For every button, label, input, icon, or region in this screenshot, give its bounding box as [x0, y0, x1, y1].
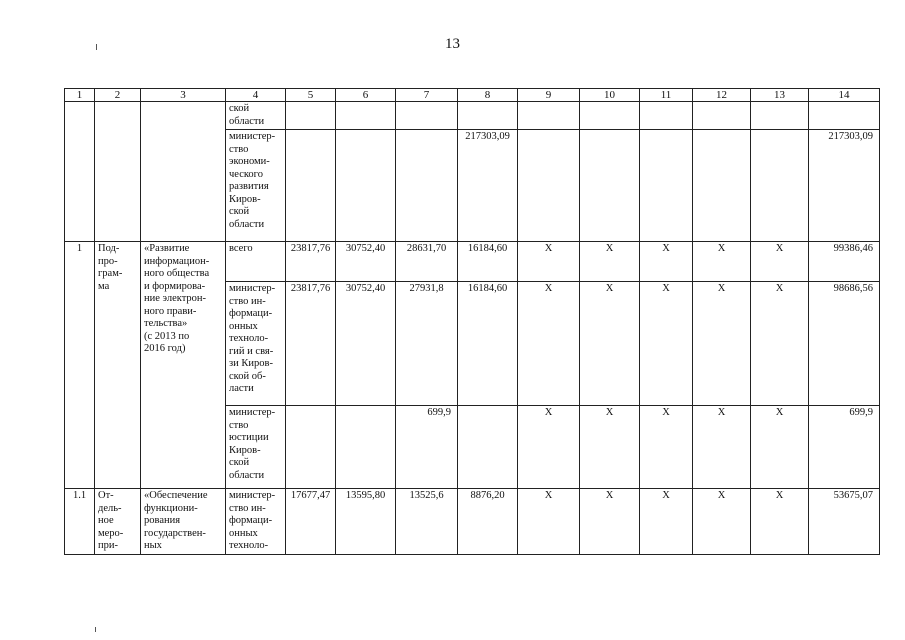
table-cell: [286, 130, 336, 242]
budget-table: [64, 88, 880, 555]
x-mark-cell: X: [580, 489, 640, 555]
table-cell: [95, 102, 141, 242]
table-cell: [693, 102, 751, 130]
table-cell: [396, 102, 458, 130]
x-mark-cell: X: [580, 282, 640, 406]
table-row: [65, 102, 880, 130]
table-cell: [640, 102, 693, 130]
x-mark-cell: X: [580, 406, 640, 489]
table-cell: [396, 130, 458, 242]
total-cell: 699,9: [809, 406, 880, 489]
table-cell: [286, 406, 336, 489]
table-cell: [693, 130, 751, 242]
table-cell: [336, 130, 396, 242]
x-mark-cell: X: [640, 282, 693, 406]
col-header: 10: [580, 89, 640, 102]
table-cell: [518, 130, 580, 242]
item-type-cell: От- дель- ное меро- при-: [95, 489, 141, 555]
x-mark-cell: X: [751, 242, 809, 282]
value-cell: 27931,8: [396, 282, 458, 406]
executor-cell: министер- ство юстиции Киров- ской области: [226, 406, 286, 489]
value-cell: 217303,09: [458, 130, 518, 242]
x-mark-cell: X: [751, 282, 809, 406]
header-row: [65, 89, 880, 102]
value-cell: 16184,60: [458, 282, 518, 406]
value-cell: 23817,76: [286, 282, 336, 406]
item-title-cell: «Обеспечение функциони- рования государствен- ных: [141, 489, 226, 555]
x-mark-cell: X: [693, 406, 751, 489]
value-cell: 17677,47: [286, 489, 336, 555]
value-cell: 16184,60: [458, 242, 518, 282]
executor-cell: министер- ство экономи- ческого развития Киров- ской области: [226, 130, 286, 242]
item-type-cell: Под- про- грам- ма: [95, 242, 141, 489]
x-mark-cell: X: [693, 282, 751, 406]
table-cell: [286, 102, 336, 130]
value-cell: 30752,40: [336, 242, 396, 282]
total-cell: 99386,46: [809, 242, 880, 282]
total-cell: 217303,09: [809, 130, 880, 242]
item-title-cell: «Развитие информацион- ного общества и формирова- ние электрон- ного прави- тельства» (с 2013 по 2016 год): [141, 242, 226, 489]
table-cell: [751, 130, 809, 242]
executor-cell: ской области: [226, 102, 286, 130]
total-cell: 53675,07: [809, 489, 880, 555]
col-header: 14: [809, 89, 880, 102]
x-mark-cell: X: [693, 242, 751, 282]
table-cell: [518, 102, 580, 130]
col-header: 9: [518, 89, 580, 102]
page-number: 13: [445, 36, 460, 52]
table-row: [65, 489, 880, 555]
col-header: 5: [286, 89, 336, 102]
value-cell: 13595,80: [336, 489, 396, 555]
budget-table-wrapper: [64, 88, 880, 555]
value-cell: 699,9: [396, 406, 458, 489]
col-header: 6: [336, 89, 396, 102]
table-cell: [65, 102, 95, 242]
scan-mark: [95, 627, 96, 632]
x-mark-cell: X: [518, 489, 580, 555]
table-cell: [336, 102, 396, 130]
x-mark-cell: X: [518, 242, 580, 282]
total-cell: 98686,56: [809, 282, 880, 406]
table-cell: [640, 130, 693, 242]
col-header: 7: [396, 89, 458, 102]
col-header: 3: [141, 89, 226, 102]
value-cell: 8876,20: [458, 489, 518, 555]
x-mark-cell: X: [751, 489, 809, 555]
col-header: 13: [751, 89, 809, 102]
value-cell: 30752,40: [336, 282, 396, 406]
x-mark-cell: X: [640, 406, 693, 489]
executor-cell: министер- ство ин- формаци- онных техноло- гий и свя- зи Киров- ской об- ласти: [226, 282, 286, 406]
table-cell: [458, 102, 518, 130]
x-mark-cell: X: [751, 406, 809, 489]
x-mark-cell: X: [518, 406, 580, 489]
table-cell: [458, 406, 518, 489]
item-number-cell: 1.1: [65, 489, 95, 555]
x-mark-cell: X: [640, 489, 693, 555]
value-cell: 23817,76: [286, 242, 336, 282]
table-cell: [580, 130, 640, 242]
table-cell: [580, 102, 640, 130]
col-header: 2: [95, 89, 141, 102]
table-cell: [141, 102, 226, 242]
col-header: 1: [65, 89, 95, 102]
col-header: 8: [458, 89, 518, 102]
x-mark-cell: X: [580, 242, 640, 282]
col-header: 12: [693, 89, 751, 102]
value-cell: 13525,6: [396, 489, 458, 555]
x-mark-cell: X: [518, 282, 580, 406]
x-mark-cell: X: [693, 489, 751, 555]
item-number-cell: 1: [65, 242, 95, 489]
col-header: 4: [226, 89, 286, 102]
value-cell: 28631,70: [396, 242, 458, 282]
table-cell: [809, 102, 880, 130]
table-cell: [336, 406, 396, 489]
col-header: 11: [640, 89, 693, 102]
table-cell: [751, 102, 809, 130]
executor-cell: министер- ство ин- формаци- онных техноло-: [226, 489, 286, 555]
table-row: [65, 242, 880, 282]
scan-mark: [96, 44, 97, 50]
x-mark-cell: X: [640, 242, 693, 282]
executor-cell: всего: [226, 242, 286, 282]
